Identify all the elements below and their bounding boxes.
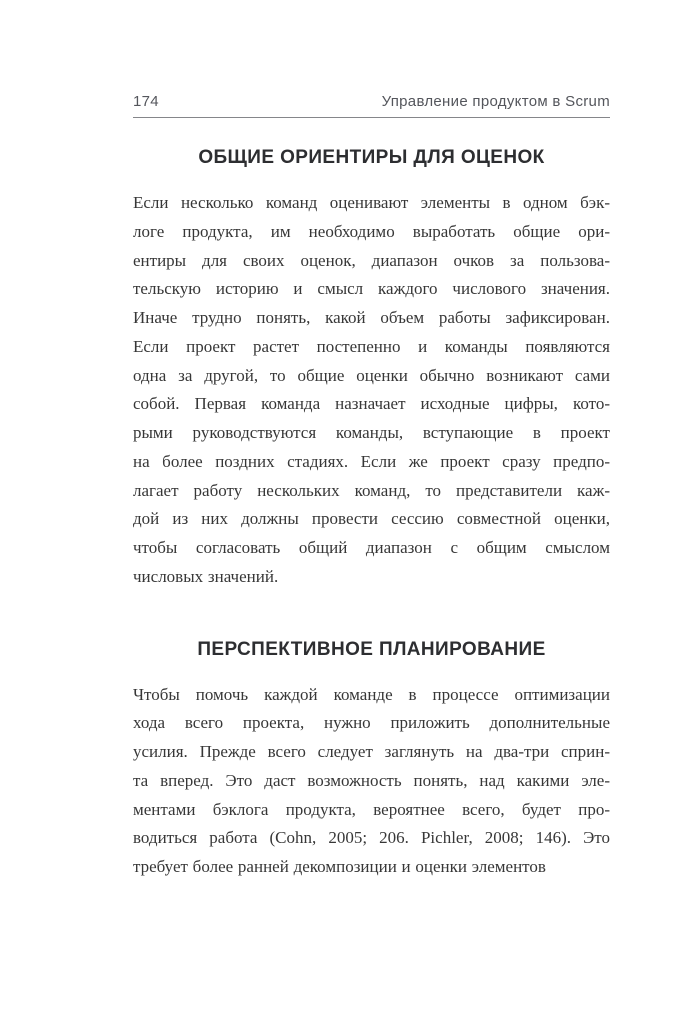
text-line: Чтобы помочь каждой команде в процессе оптимизации bbox=[133, 684, 610, 704]
text-line: числовых значений. bbox=[133, 566, 279, 586]
text-line: Иначе трудно понять, какой объем работы зафиксирован. bbox=[133, 308, 610, 327]
text-line: требует более ранней декомпозиции и оценки элементов bbox=[133, 857, 546, 876]
text-line: рыми руководствуются команды, вступающие в проект bbox=[133, 423, 610, 442]
header-rule bbox=[133, 117, 610, 118]
text-line: лагает работу нескольких команд, то представители каж- bbox=[133, 480, 610, 500]
text-line: одна за другой, то общие оценки обычно возникают сами bbox=[133, 365, 610, 385]
text-line: тельскую историю и смысл каждого числового значения. bbox=[133, 279, 610, 299]
text-line: логе продукта, им необходимо выработать общие ори- bbox=[133, 221, 610, 241]
text-line: ментами бэклога продукта, вероятнее всего, будет про- bbox=[133, 799, 610, 819]
text-line: собой. Первая команда назначает исходные цифры, кото- bbox=[133, 394, 610, 414]
section-common-guidelines bbox=[133, 147, 610, 592]
text-line: чтобы согласовать общий диапазон с общим смыслом bbox=[133, 538, 610, 557]
text-line: ентиры для своих оценок, диапазон очков за пользова- bbox=[133, 250, 610, 270]
page-number: 174 bbox=[133, 93, 159, 110]
running-header bbox=[133, 0, 610, 111]
book-title: Управление продуктом в Scrum bbox=[381, 93, 610, 110]
section-heading: ОБЩИЕ ОРИЕНТИРЫ ДЛЯ ОЦЕНОК bbox=[198, 147, 545, 168]
text-line: хода всего проекта, нужно приложить дополнительные bbox=[133, 713, 610, 733]
text-line: Если несколько команд оценивают элементы в одном бэк- bbox=[133, 193, 610, 212]
page-content bbox=[133, 0, 610, 882]
section-heading: ПЕРСПЕКТИВНОЕ ПЛАНИРОВАНИЕ bbox=[197, 638, 546, 660]
text-line: та вперед. Это даст возможность понять, над какими эле- bbox=[133, 770, 610, 790]
section-long-term-planning bbox=[133, 639, 610, 882]
text-line: на более поздних стадиях. Если же проект сразу предпо- bbox=[133, 451, 610, 471]
body-paragraph bbox=[133, 681, 610, 882]
body-paragraph bbox=[133, 189, 610, 592]
text-line: усилия. Прежде всего следует заглянуть на два-три сприн- bbox=[133, 742, 610, 761]
text-line: Если проект растет постепенно и команды появляются bbox=[133, 336, 610, 356]
text-line: дой из них должны провести сессию совместной оценки, bbox=[133, 509, 610, 529]
text-line: водиться работа (Cohn, 2005; 206. Pichler, 2008; 146). Это bbox=[133, 828, 610, 848]
